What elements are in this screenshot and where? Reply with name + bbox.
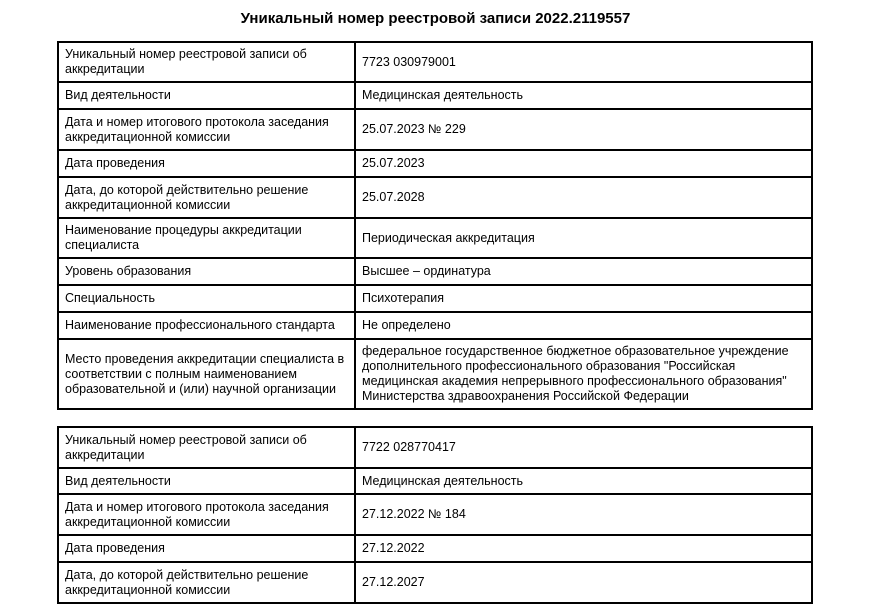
page-title: Уникальный номер реестровой записи 2022.2119557 bbox=[240, 10, 631, 27]
row-label: Место проведения аккредитации специалиста в соответствии с полным наименованием образовательной и (или) научной организации bbox=[58, 339, 355, 409]
row-label: Дата проведения bbox=[58, 150, 355, 177]
table-row bbox=[58, 177, 812, 218]
row-value: 7722 028770417 bbox=[355, 427, 812, 468]
row-value: 27.12.2022 bbox=[355, 535, 812, 562]
table-row bbox=[58, 494, 812, 535]
row-value: Медицинская деятельность bbox=[355, 82, 812, 109]
table-row bbox=[58, 468, 812, 494]
table-row bbox=[58, 562, 812, 603]
table-row bbox=[58, 285, 812, 312]
table-row bbox=[58, 258, 812, 285]
row-label: Дата, до которой действительно решение аккредитационной комиссии bbox=[58, 177, 355, 218]
row-label: Уровень образования bbox=[58, 258, 355, 285]
accreditation-record-table-2 bbox=[57, 426, 813, 604]
row-value: 27.12.2027 bbox=[355, 562, 812, 603]
row-value: 25.07.2023 bbox=[355, 150, 812, 177]
table-row bbox=[58, 339, 812, 409]
row-value: 25.07.2028 bbox=[355, 177, 812, 218]
table-row bbox=[58, 150, 812, 177]
row-value: Высшее – ординатура bbox=[355, 258, 812, 285]
table-row bbox=[58, 312, 812, 339]
table-row bbox=[58, 535, 812, 562]
table-row bbox=[58, 42, 812, 82]
row-value: Не определено bbox=[355, 312, 812, 339]
row-label: Вид деятельности bbox=[58, 82, 355, 109]
row-label: Уникальный номер реестровой записи об аккредитации bbox=[58, 427, 355, 468]
row-label: Вид деятельности bbox=[58, 468, 355, 494]
table-row bbox=[58, 427, 812, 468]
row-label: Наименование процедуры аккредитации специалиста bbox=[58, 218, 355, 258]
row-value: Медицинская деятельность bbox=[355, 468, 812, 494]
row-value: 27.12.2022 № 184 bbox=[355, 494, 812, 535]
row-value: Периодическая аккредитация bbox=[355, 218, 812, 258]
row-label: Дата проведения bbox=[58, 535, 355, 562]
row-value: 25.07.2023 № 229 bbox=[355, 109, 812, 150]
row-label: Уникальный номер реестровой записи об аккредитации bbox=[58, 42, 355, 82]
row-label: Специальность bbox=[58, 285, 355, 312]
row-label: Дата и номер итогового протокола заседания аккредитационной комиссии bbox=[58, 494, 355, 535]
table-row bbox=[58, 218, 812, 258]
row-value: Психотерапия bbox=[355, 285, 812, 312]
table-row bbox=[58, 82, 812, 109]
accreditation-record-table-1 bbox=[57, 41, 813, 410]
row-value: 7723 030979001 bbox=[355, 42, 812, 82]
row-value: федеральное государственное бюджетное образовательное учреждение дополнительного профессионального образования "Российская медицинская академия непрерывного профессионального образования" Министерства здравоохранения Российской Федерации bbox=[355, 339, 812, 409]
row-label: Дата, до которой действительно решение аккредитационной комиссии bbox=[58, 562, 355, 603]
table-row bbox=[58, 109, 812, 150]
row-label: Наименование профессионального стандарта bbox=[58, 312, 355, 339]
row-label: Дата и номер итогового протокола заседания аккредитационной комиссии bbox=[58, 109, 355, 150]
